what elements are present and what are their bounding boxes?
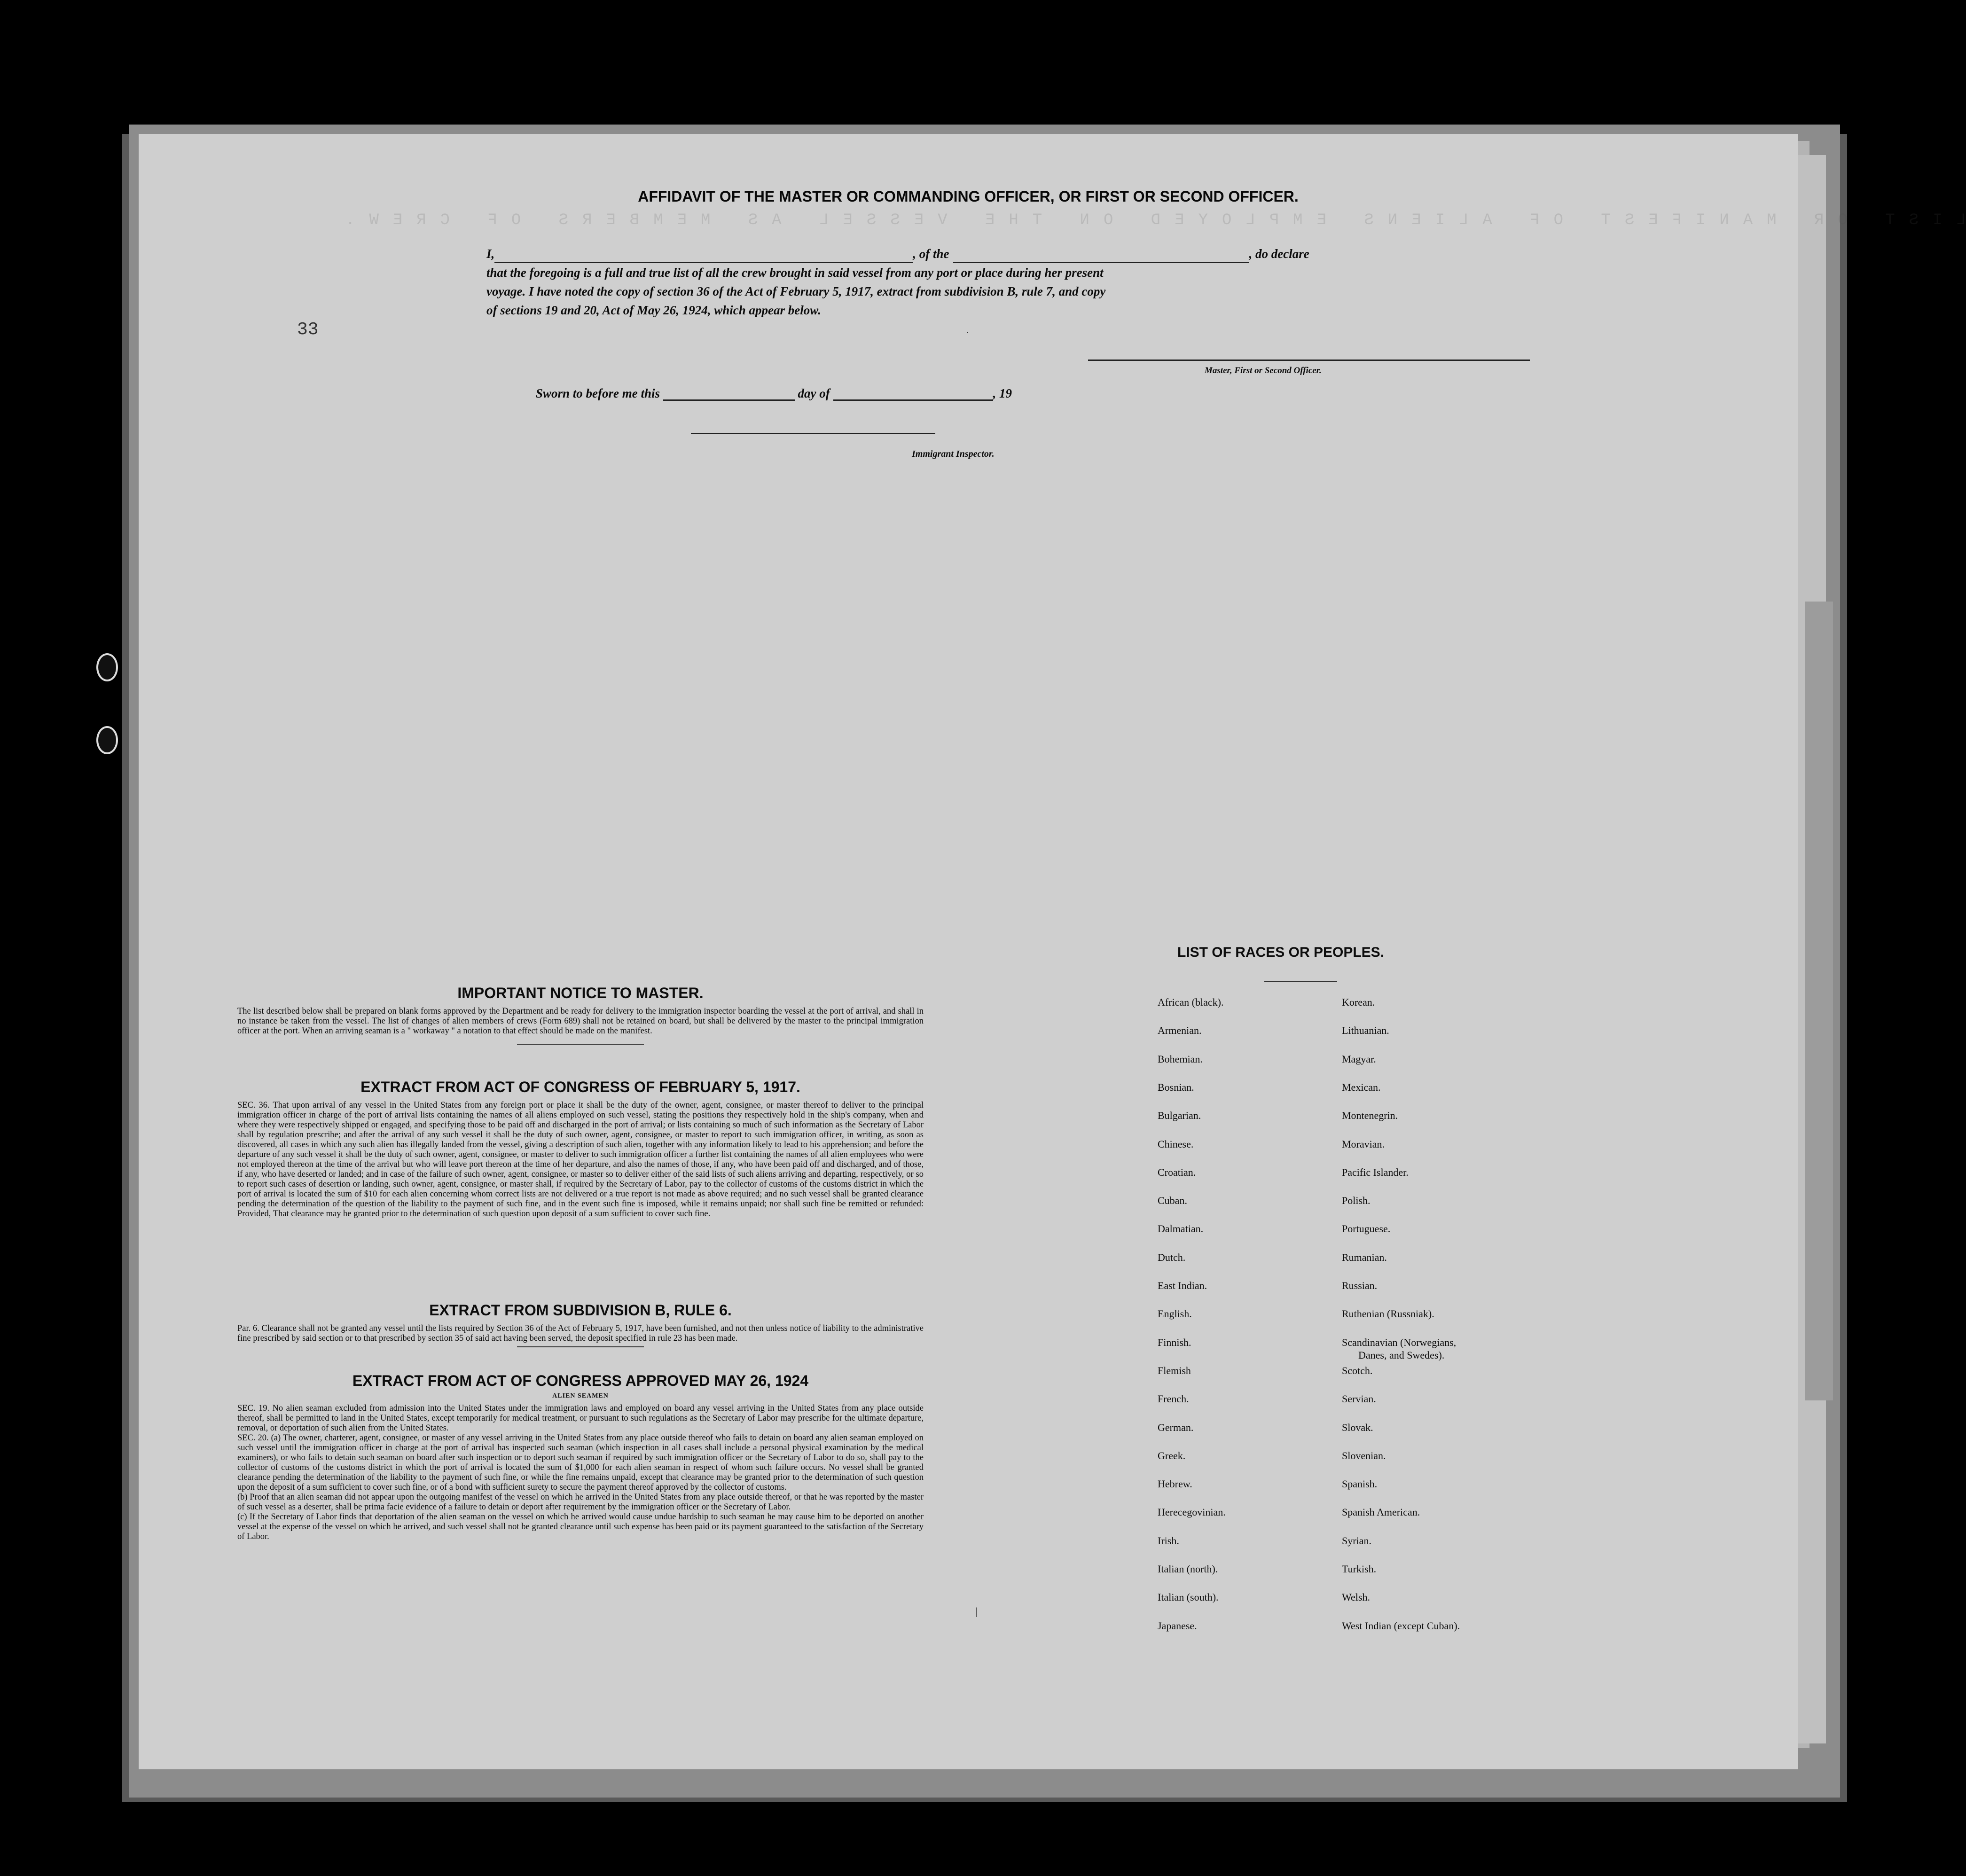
pen-mark: ǀ <box>975 1605 979 1620</box>
extract-1917-title: EXTRACT FROM ACT OF CONGRESS OF FEBRUARY 5, 1917. <box>360 1079 800 1095</box>
affidavit-line-2: voyage. I have noted the copy of section 36 of the Act of February 5, 1917, extract from subdivision B, rule 7, and copy <box>486 284 1106 298</box>
extract-1924-title: EXTRACT FROM ACT OF CONGRESS APPROVED MAY 26, 1924 <box>352 1372 809 1389</box>
race-item: Polish. <box>1342 1195 1371 1207</box>
race-item: German. <box>1158 1421 1194 1433</box>
race-item: Slovak. <box>1342 1421 1373 1433</box>
sworn-month-blank <box>833 388 993 401</box>
race-item: Armenian. <box>1158 1024 1202 1037</box>
affidavit-line-3: of sections 19 and 20, Act of May 26, 1924, which appear below. <box>486 303 821 317</box>
left-hole <box>96 726 118 754</box>
pen-mark: · <box>966 327 970 338</box>
race-item: Slovenian. <box>1342 1449 1386 1462</box>
section-20c-text: (c) If the Secretary of Labor finds that deportation of the alien seaman on the vessel on which he arrived would cause undue hardship to such seaman he may cause him to be deported on another vessel at the expense of the vessel on which he arrived, and such vessel shall not be granted clearance until such expense has been paid or its payment guaranteed to the satisfaction of the Secretary of Labor. <box>237 1512 924 1541</box>
race-item: Syrian. <box>1342 1534 1371 1547</box>
race-item: East Indian. <box>1158 1280 1207 1291</box>
affidavit-statement <box>486 244 1553 320</box>
race-item: Rumanian. <box>1342 1251 1387 1263</box>
race-item: Italian (north). <box>1158 1563 1218 1575</box>
race-item: Dalmatian. <box>1158 1223 1204 1235</box>
race-item: English. <box>1158 1308 1192 1320</box>
race-item: French. <box>1158 1393 1189 1405</box>
important-notice <box>237 985 924 1045</box>
section-36-text: SEC. 36. That upon arrival of any vessel in the United States from any foreign port or place it shall be the duty of the owner, agent, consignee, or master thereof to deliver to the principal immigration officer in charge of the port of arrival lists containing the names of all aliens employed on such vessel, stating the positions they respectively hold in the ship's company, when and where they were respectively shipped or engaged, and specifying those to be paid off and discharged in the port of arrival; or lists containing so much of such information as the Secretary of Labor shall by regulation prescribe; and after the arrival of any such vessel it shall be the duty of such owner, agent, consignee, or master to report to such immigration officer, in writing, as soon as discovered, all cases in which any such alien has illegally landed from the vessel, giving a description of such alien, together with any information likely to lead to his apprehension; and before the departure of any such vessel it shall be the duty of such owner, agent, consignee, or master to deliver to such immigration officer a further list containing the names of all alien employees who were not employed thereon at the time of the arrival but who will leave port thereon at the time of her departure, and also the names of those, if any, who have been paid off and discharged, and of those, if any, who have deserted or landed; and in case of the failure of such owner, agent, consignee, or master so to deliver either of the said lists of such aliens arriving and departing, respectively, or so to report such cases of desertion or landing, such owner, agent, consignee, or master shall, if required by the Secretary of Labor, pay to the collector of customs of the customs district in which the port of arrival is located the sum of $10 for each alien concerning whom correct lists are not delivered or a true report is not made as above required; and no such vessel shall be granted clearance pending the determination of the question of the liability to the payment of such fine, and in the event such fine is imposed, while it remains unpaid; nor shall such fine be remitted or refunded: Provided, That clearance may be granted prior to the determination of such question upon deposit of a sum sufficient to cover such fine. <box>237 1101 924 1219</box>
extract-1924 <box>237 1372 924 1542</box>
affidavit-title: AFFIDAVIT OF THE MASTER OR COMMANDING OFFICER, OR FIRST OR SECOND OFFICER. <box>638 188 1299 205</box>
race-item: Pacific Islander. <box>1342 1166 1409 1178</box>
divider <box>517 1346 644 1347</box>
race-item: Irish. <box>1158 1534 1179 1547</box>
race-item: Russian. <box>1342 1280 1378 1291</box>
race-item: Herecegovinian. <box>1158 1506 1226 1518</box>
race-item: Italian (south). <box>1158 1591 1219 1603</box>
race-item: Croatian. <box>1158 1166 1196 1178</box>
race-item: Mexican. <box>1342 1081 1381 1093</box>
sworn-day-blank <box>663 388 795 401</box>
affidavit-declaration-line <box>486 244 1553 263</box>
race-item: Flemish <box>1158 1364 1191 1376</box>
race-item: African (black). <box>1158 996 1224 1008</box>
race-item: Cuban. <box>1158 1195 1187 1207</box>
section-19-text: SEC. 19. No alien seaman excluded from admission into the United States under the immigration laws and employed on board any vessel arriving in the United States from any place outside thereof, shall be permitted to land in the United States, except temporarily for medical treatment, or pursuant to such regulations as the Secretary of Labor may prescribe for the ultimate departure, removal, or deportation of such alien from the United States. <box>237 1404 924 1433</box>
notice-title: IMPORTANT NOTICE TO MASTER. <box>457 985 704 1001</box>
rule-6-title: EXTRACT FROM SUBDIVISION B, RULE 6. <box>429 1302 732 1319</box>
race-item: Scandinavian (Norwegians, <box>1342 1336 1457 1348</box>
day-of-label: day of <box>798 386 830 400</box>
do-declare-label: , do declare <box>1249 247 1309 261</box>
section-20a-text: SEC. 20. (a) The owner, charterer, agent, consignee, or master of any vessel arriving in the United States from any place outside thereof who fails to detain on board any alien seaman employed on such vessel until the immigration officer in charge at the port of arrival has inspected such seaman (which inspection in all cases shall include a personal physical examination by the medical examiners), or who fails to detain such seaman on board after such inspection or to deport such seaman if required by such immigration officer or the Secretary of Labor to do so, shall pay to the collector of customs of the customs district in which the port of arrival is located the sum of $1,000 for each alien seaman in respect of whom such failure occurs. No vessel shall be granted clearance pending the determination of the liability to the payment of such fine, or while the fine remains unpaid, except that clearance may be granted prior to the determination of such question upon the deposit of a sum sufficient to cover such fine, or of a bond with sufficient surety to secure the payment thereof approved by the collector of customs. <box>237 1433 924 1492</box>
loose-sheet-edge <box>1805 602 1833 1400</box>
races-title: LIST OF RACES OR PEOPLES. <box>1177 945 1385 960</box>
i-label: I, <box>486 247 495 261</box>
race-item: Chinese. <box>1158 1138 1194 1150</box>
of-the-label: , of the <box>913 247 949 261</box>
race-item: Greek. <box>1158 1449 1186 1462</box>
race-item: Scotch. <box>1342 1364 1373 1376</box>
race-item: Magyar. <box>1342 1053 1376 1065</box>
race-item: Welsh. <box>1342 1591 1370 1603</box>
race-item: Servian. <box>1342 1393 1376 1405</box>
race-item: Lithuanian. <box>1342 1024 1389 1037</box>
race-item: Spanish American. <box>1342 1506 1420 1518</box>
race-item: West Indian (except Cuban). <box>1342 1619 1460 1632</box>
vessel-blank <box>953 250 1249 263</box>
race-item: Finnish. <box>1158 1336 1191 1348</box>
race-item: Portuguese. <box>1342 1223 1391 1235</box>
races-divider <box>1264 981 1337 982</box>
race-item: Japanese. <box>1158 1619 1197 1632</box>
master-caption: Master, First or Second Officer. <box>1205 366 1322 375</box>
extract-rule-6 <box>237 1302 924 1347</box>
alien-seamen-heading: ALIEN SEAMEN <box>552 1392 609 1399</box>
race-item: Turkish. <box>1342 1563 1377 1575</box>
extract-1917 <box>237 1079 924 1219</box>
race-item: Bohemian. <box>1158 1053 1203 1065</box>
race-item: Ruthenian (Russniak). <box>1342 1308 1434 1320</box>
affidavit-line-1: that the foregoing is a full and true list of all the crew brought in said vessel from any port or place during her present <box>486 266 1104 280</box>
year-label: , 19 <box>993 386 1012 400</box>
sworn-label: Sworn to before me this <box>536 386 660 400</box>
race-item: Dutch. <box>1158 1251 1186 1263</box>
race-item: Moravian. <box>1342 1138 1385 1150</box>
notice-text: The list described below shall be prepared on blank forms approved by the Department and be ready for delivery to the immigration inspector boarding the vessel at the port of arrival, and shall in no instance be taken from the vessel. The list of changes of alien members of crews (Form 689) shall not be retained on board, but shall be delivered by the master to the principal immigration officer at the port. When an arriving seaman is a " workaway " a notation to that effect should be made on the manifest. <box>237 1007 924 1036</box>
master-signature-line <box>1088 360 1530 361</box>
rule-6-text: Par. 6. Clearance shall not be granted any vessel until the lists required by Section 36 of the Act of February 5, 1917, have been furnished, and not then unless notice of liability to the administrative fine prescribed by said section or to that prescribed by section 35 of said act having been served, the deposit specified in rule 23 has been made. <box>237 1324 924 1343</box>
name-blank <box>494 250 913 263</box>
sworn-line <box>536 386 1012 401</box>
divider <box>517 1044 644 1045</box>
race-item: Korean. <box>1342 996 1375 1008</box>
race-item: Bosnian. <box>1158 1081 1194 1093</box>
affidavit-page <box>139 134 1966 1769</box>
section-20b-text: (b) Proof that an alien seaman did not appear upon the outgoing manifest of the vessel on which he arrived in the United States from any place outside thereof, or that he was reported by the master of such vessel as a deserter, shall be prima facie evidence of a failure to detain or deport after requirement by the immigration officer or the Secretary of Labor. <box>237 1493 924 1512</box>
margin-number: 33 <box>297 320 319 340</box>
race-item: Spanish. <box>1342 1478 1378 1490</box>
race-item: Hebrew. <box>1158 1478 1192 1490</box>
inspector-caption: Immigrant Inspector. <box>912 449 995 459</box>
race-item: Bulgarian. <box>1158 1110 1201 1122</box>
inspector-signature-line <box>691 433 935 434</box>
race-item: Montenegrin. <box>1342 1110 1398 1122</box>
bleed-through-text: LIST OR MANIFEST OF ALIENS EMPLOYED ON THE VESSEL AS MEMBERS OF CREW. <box>331 211 1966 229</box>
left-hole <box>96 653 118 681</box>
race-item-continuation: Danes, and Swedes). <box>1358 1349 1445 1361</box>
